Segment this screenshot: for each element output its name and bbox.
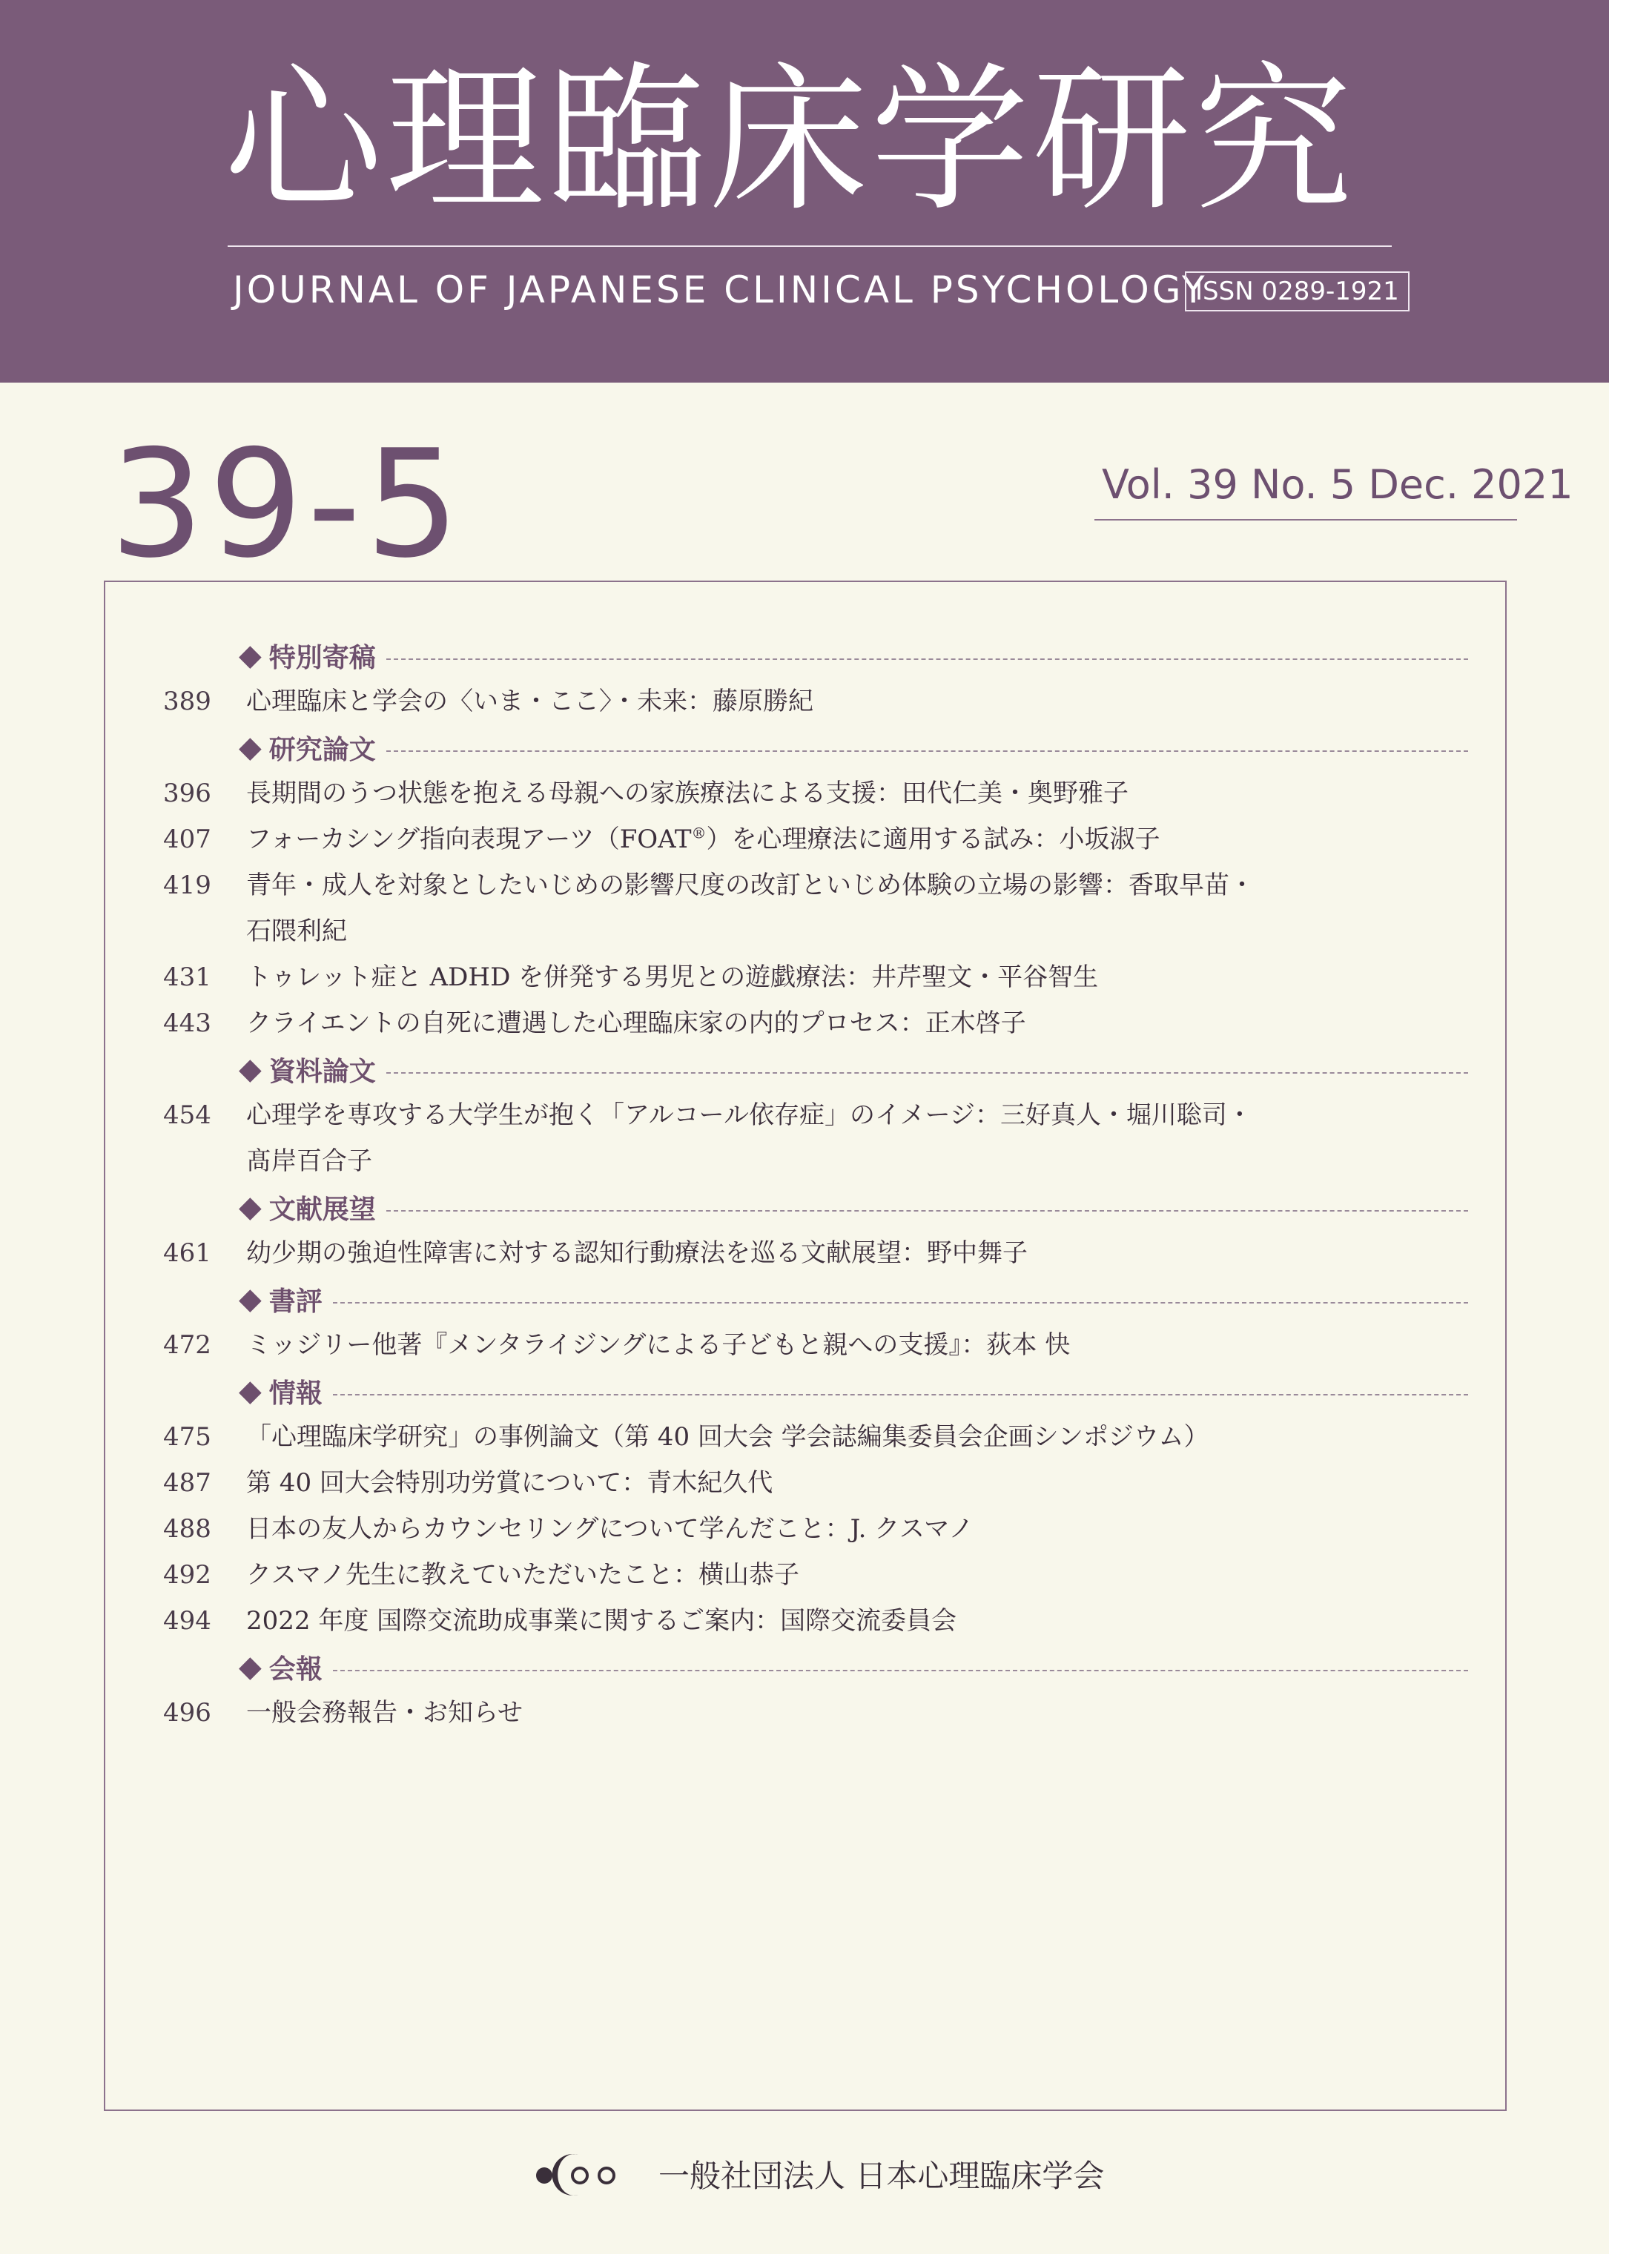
section-label: 会報: [268, 1654, 323, 1685]
diamond-bullet-icon: ◆: [239, 730, 262, 764]
volume-underline: [1094, 519, 1517, 521]
entry-title: 第 40 回大会特別功労賞について：青木紀久代: [246, 1468, 773, 1498]
section-label: 情報: [268, 1378, 323, 1409]
entry-title: トゥレット症と ADHD を併発する男児との遊戯療法：井芹聖文・平谷智生: [246, 962, 1099, 992]
page-number: 419: [163, 870, 211, 900]
toc-entry-continuation: [163, 1138, 1468, 1184]
page-number: 492: [163, 1560, 211, 1590]
entry-title: 一般会務報告・お知らせ: [246, 1698, 523, 1728]
section-label: 文献展望: [268, 1194, 376, 1225]
toc-entry: [163, 1598, 1468, 1644]
diamond-bullet-icon: ◆: [239, 1052, 262, 1086]
page-number: 396: [163, 779, 211, 808]
entry-title-continued: 石隈利紀: [246, 916, 347, 946]
issue-number: 39-5: [110, 418, 464, 591]
page-number: 443: [163, 1008, 211, 1038]
toc-entry: [163, 862, 1468, 908]
entry-title: ミッジリー他著『メンタライジングによる子どもと親への支援』：荻本 快: [246, 1330, 1071, 1360]
section-label: 研究論文: [268, 734, 376, 765]
journal-title-english: JOURNAL OF JAPANESE CLINICAL PSYCHOLOGY: [233, 268, 1208, 311]
section-label: 資料論文: [268, 1056, 376, 1087]
page-number: 454: [163, 1100, 211, 1130]
page-number: 496: [163, 1698, 211, 1728]
toc-entry: [163, 770, 1468, 816]
toc-entry: [163, 1460, 1468, 1506]
dashed-rule: [386, 1210, 1468, 1212]
section-heading: [163, 1276, 1468, 1322]
dashed-rule: [333, 1394, 1468, 1395]
diamond-bullet-icon: ◆: [239, 1190, 262, 1224]
entry-title: 青年・成人を対象としたいじめの影響尺度の改訂といじめ体験の立場の影響：香取早苗・: [246, 870, 1255, 900]
entry-title-part: フォーカシング指向表現アーツ（FOAT: [246, 825, 692, 854]
toc-entry: [163, 1000, 1468, 1046]
toc-entry: [163, 678, 1468, 724]
page-number: 389: [163, 687, 211, 716]
society-logo-icon: [532, 2152, 629, 2196]
diamond-bullet-icon: ◆: [239, 1282, 262, 1316]
page-number: 487: [163, 1468, 211, 1498]
entry-title: 心理臨床と学会の〈いま・ここ〉・未来：藤原勝紀: [246, 687, 813, 716]
page-number: 431: [163, 962, 211, 992]
dashed-rule: [386, 658, 1468, 660]
section-heading: [163, 1644, 1468, 1690]
entry-title-part: ）を心理療法に適用する試み：小坂淑子: [706, 825, 1160, 854]
page-number: 494: [163, 1606, 211, 1636]
dashed-rule: [386, 750, 1468, 752]
diamond-bullet-icon: ◆: [239, 1374, 262, 1408]
dashed-rule: [333, 1670, 1468, 1671]
toc-entry-continuation: [163, 908, 1468, 954]
entry-title: 幼少期の強迫性障害に対する認知行動療法を巡る文献展望：野中舞子: [246, 1238, 1028, 1268]
toc-entry: [163, 1506, 1468, 1552]
toc-entry: [163, 954, 1468, 1000]
toc-entry: [163, 1092, 1468, 1138]
section-heading: [163, 1184, 1468, 1230]
section-label: 書評: [268, 1286, 323, 1317]
toc-entry: [163, 1322, 1468, 1368]
dashed-rule: [386, 1072, 1468, 1074]
section-label: 特別寄稿: [268, 642, 376, 673]
section-heading: [163, 1046, 1468, 1092]
toc-entry: [163, 1690, 1468, 1736]
diamond-bullet-icon: ◆: [239, 638, 262, 673]
entry-title: クスマノ先生に教えていただいたこと：横山恭子: [246, 1560, 799, 1590]
table-of-contents: [163, 632, 1468, 1736]
diamond-bullet-icon: ◆: [239, 1650, 262, 1684]
toc-entry: [163, 1414, 1468, 1460]
page-number: 407: [163, 825, 211, 854]
entry-title: [239, 816, 1468, 862]
section-heading: [163, 724, 1468, 770]
publisher-footer: [532, 2152, 1104, 2196]
toc-entry: [163, 1230, 1468, 1276]
header-divider: [228, 245, 1392, 247]
toc-entry: [163, 816, 1468, 862]
entry-title: 2022 年度 国際交流助成事業に関するご案内：国際交流委員会: [246, 1606, 957, 1636]
journal-title-japanese: 心理臨床学研究: [224, 48, 1355, 233]
page-number: 475: [163, 1422, 211, 1452]
section-heading: [163, 1368, 1468, 1414]
section-heading: [163, 632, 1468, 678]
volume-line: Vol. 39 No. 5 Dec. 2021: [1102, 461, 1573, 508]
entry-title-continued: 髙岸百合子: [246, 1146, 372, 1176]
cover-header-band: [0, 0, 1609, 383]
page-number: 488: [163, 1514, 211, 1544]
entry-title: 日本の友人からカウンセリングについて学んだこと：J. クスマノ: [246, 1514, 974, 1544]
dashed-rule: [333, 1302, 1468, 1304]
issn-box: ISSN 0289-1921: [1185, 271, 1410, 311]
toc-entry: [163, 1552, 1468, 1598]
page-number: 472: [163, 1330, 211, 1360]
publisher-name: 一般社団法人 日本心理臨床学会: [658, 2158, 1105, 2194]
page-number: 461: [163, 1238, 211, 1268]
entry-title: クライエントの自死に遭遇した心理臨床家の内的プロセス：正木啓子: [246, 1008, 1026, 1038]
registered-mark: ®: [691, 824, 707, 842]
entry-title: 心理学を専攻する大学生が抱く「アルコール依存症」のイメージ：三好真人・堀川聡司・: [246, 1100, 1252, 1130]
entry-title: 長期間のうつ状態を抱える母親への家族療法による支援：田代仁美・奥野雅子: [246, 779, 1129, 808]
entry-title: 「心理臨床学研究」の事例論文（第 40 回大会 学会誌編集委員会企画シンポジウム）: [246, 1422, 1209, 1452]
